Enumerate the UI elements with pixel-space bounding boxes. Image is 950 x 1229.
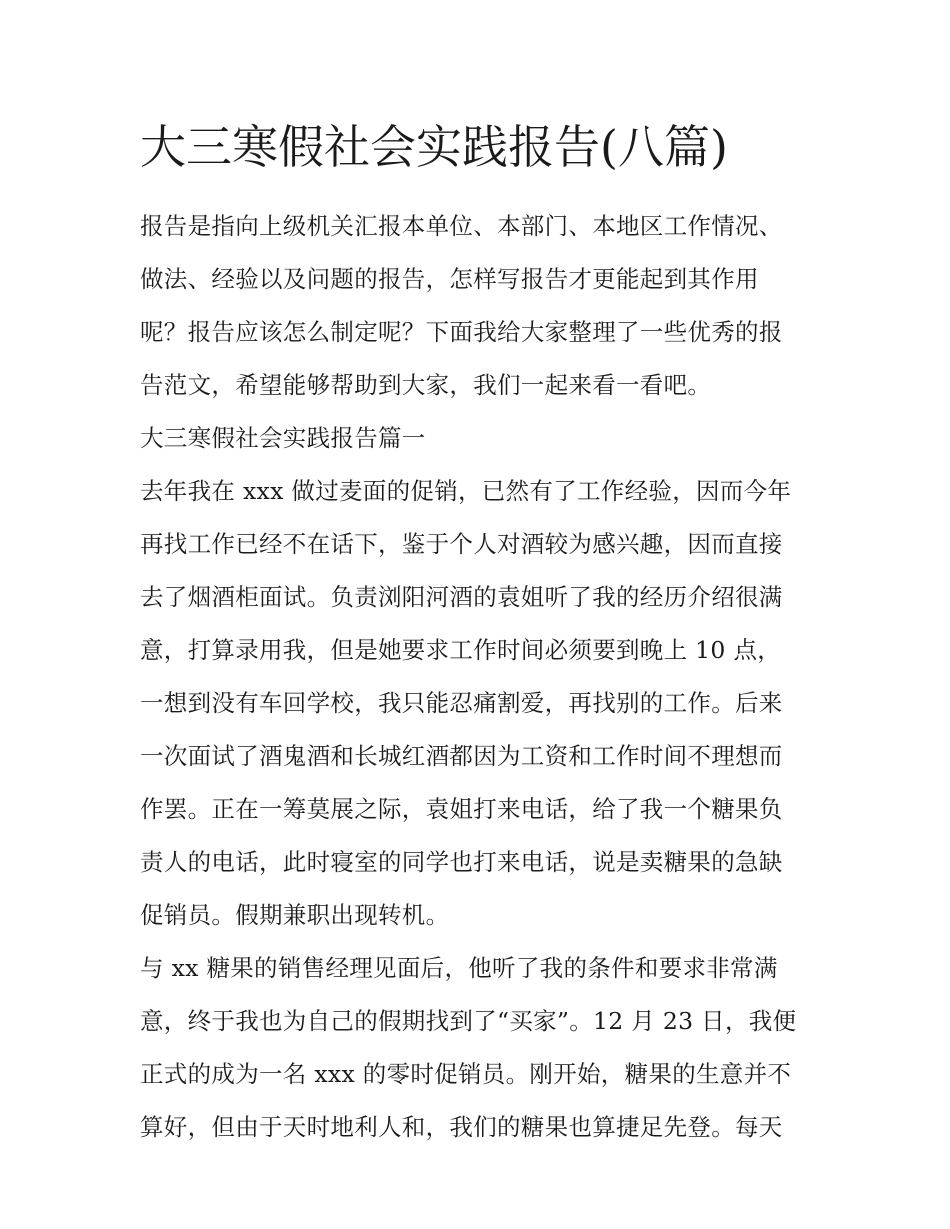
body-line: 促销员。假期兼职出现转机。 — [140, 901, 450, 929]
section-heading: 大三寒假社会实践报告篇一 — [140, 424, 426, 452]
body-line: 责人的电话，此时寝室的同学也打来电话，说是卖糖果的急缺 — [140, 848, 783, 876]
document-body — [140, 200, 840, 1154]
body-line: 再找工作已经不在话下，鉴于个人对酒较为感兴趣，因而直接 — [140, 530, 783, 558]
body-line: 作罢。正在一筹莫展之际，袁姐打来电话，给了我一个糖果负 — [140, 795, 783, 823]
document-title: 大三寒假社会实践报告(八篇) — [140, 120, 728, 174]
body-line: 一次面试了酒鬼酒和长城红酒都因为工资和工作时间不理想而 — [140, 742, 783, 770]
body-line: 呢？报告应该怎么制定呢？下面我给大家整理了一些优秀的报 — [140, 318, 783, 346]
body-line: 一想到没有车回学校，我只能忍痛割爱，再找别的工作。后来 — [140, 689, 783, 717]
body-line: 做法、经验以及问题的报告，怎样写报告才更能起到其作用 — [140, 265, 759, 293]
body-line: 去年我在 xxx 做过麦面的促销，已然有了工作经验，因而今年 — [140, 477, 792, 505]
body-line: 正式的成为一名 xxx 的零时促销员。刚开始，糖果的生意并不 — [140, 1060, 792, 1088]
body-line: 算好，但由于天时地利人和，我们的糖果也算捷足先登。每天 — [140, 1113, 783, 1141]
body-line: 意，打算录用我，但是她要求工作时间必须要到晚上 10 点， — [140, 636, 782, 664]
body-line: 意，终于我也为自己的假期找到了“买家”。12 月 23 日，我便 — [140, 1007, 797, 1035]
body-line: 报告是指向上级机关汇报本单位、本部门、本地区工作情况、 — [140, 212, 783, 240]
body-line: 去了烟酒柜面试。负责浏阳河酒的袁姐听了我的经历介绍很满 — [140, 583, 783, 611]
body-line: 告范文，希望能够帮助到大家，我们一起来看一看吧。 — [140, 371, 712, 399]
body-line: 与 xx 糖果的销售经理见面后，他听了我的条件和要求非常满 — [140, 954, 778, 982]
